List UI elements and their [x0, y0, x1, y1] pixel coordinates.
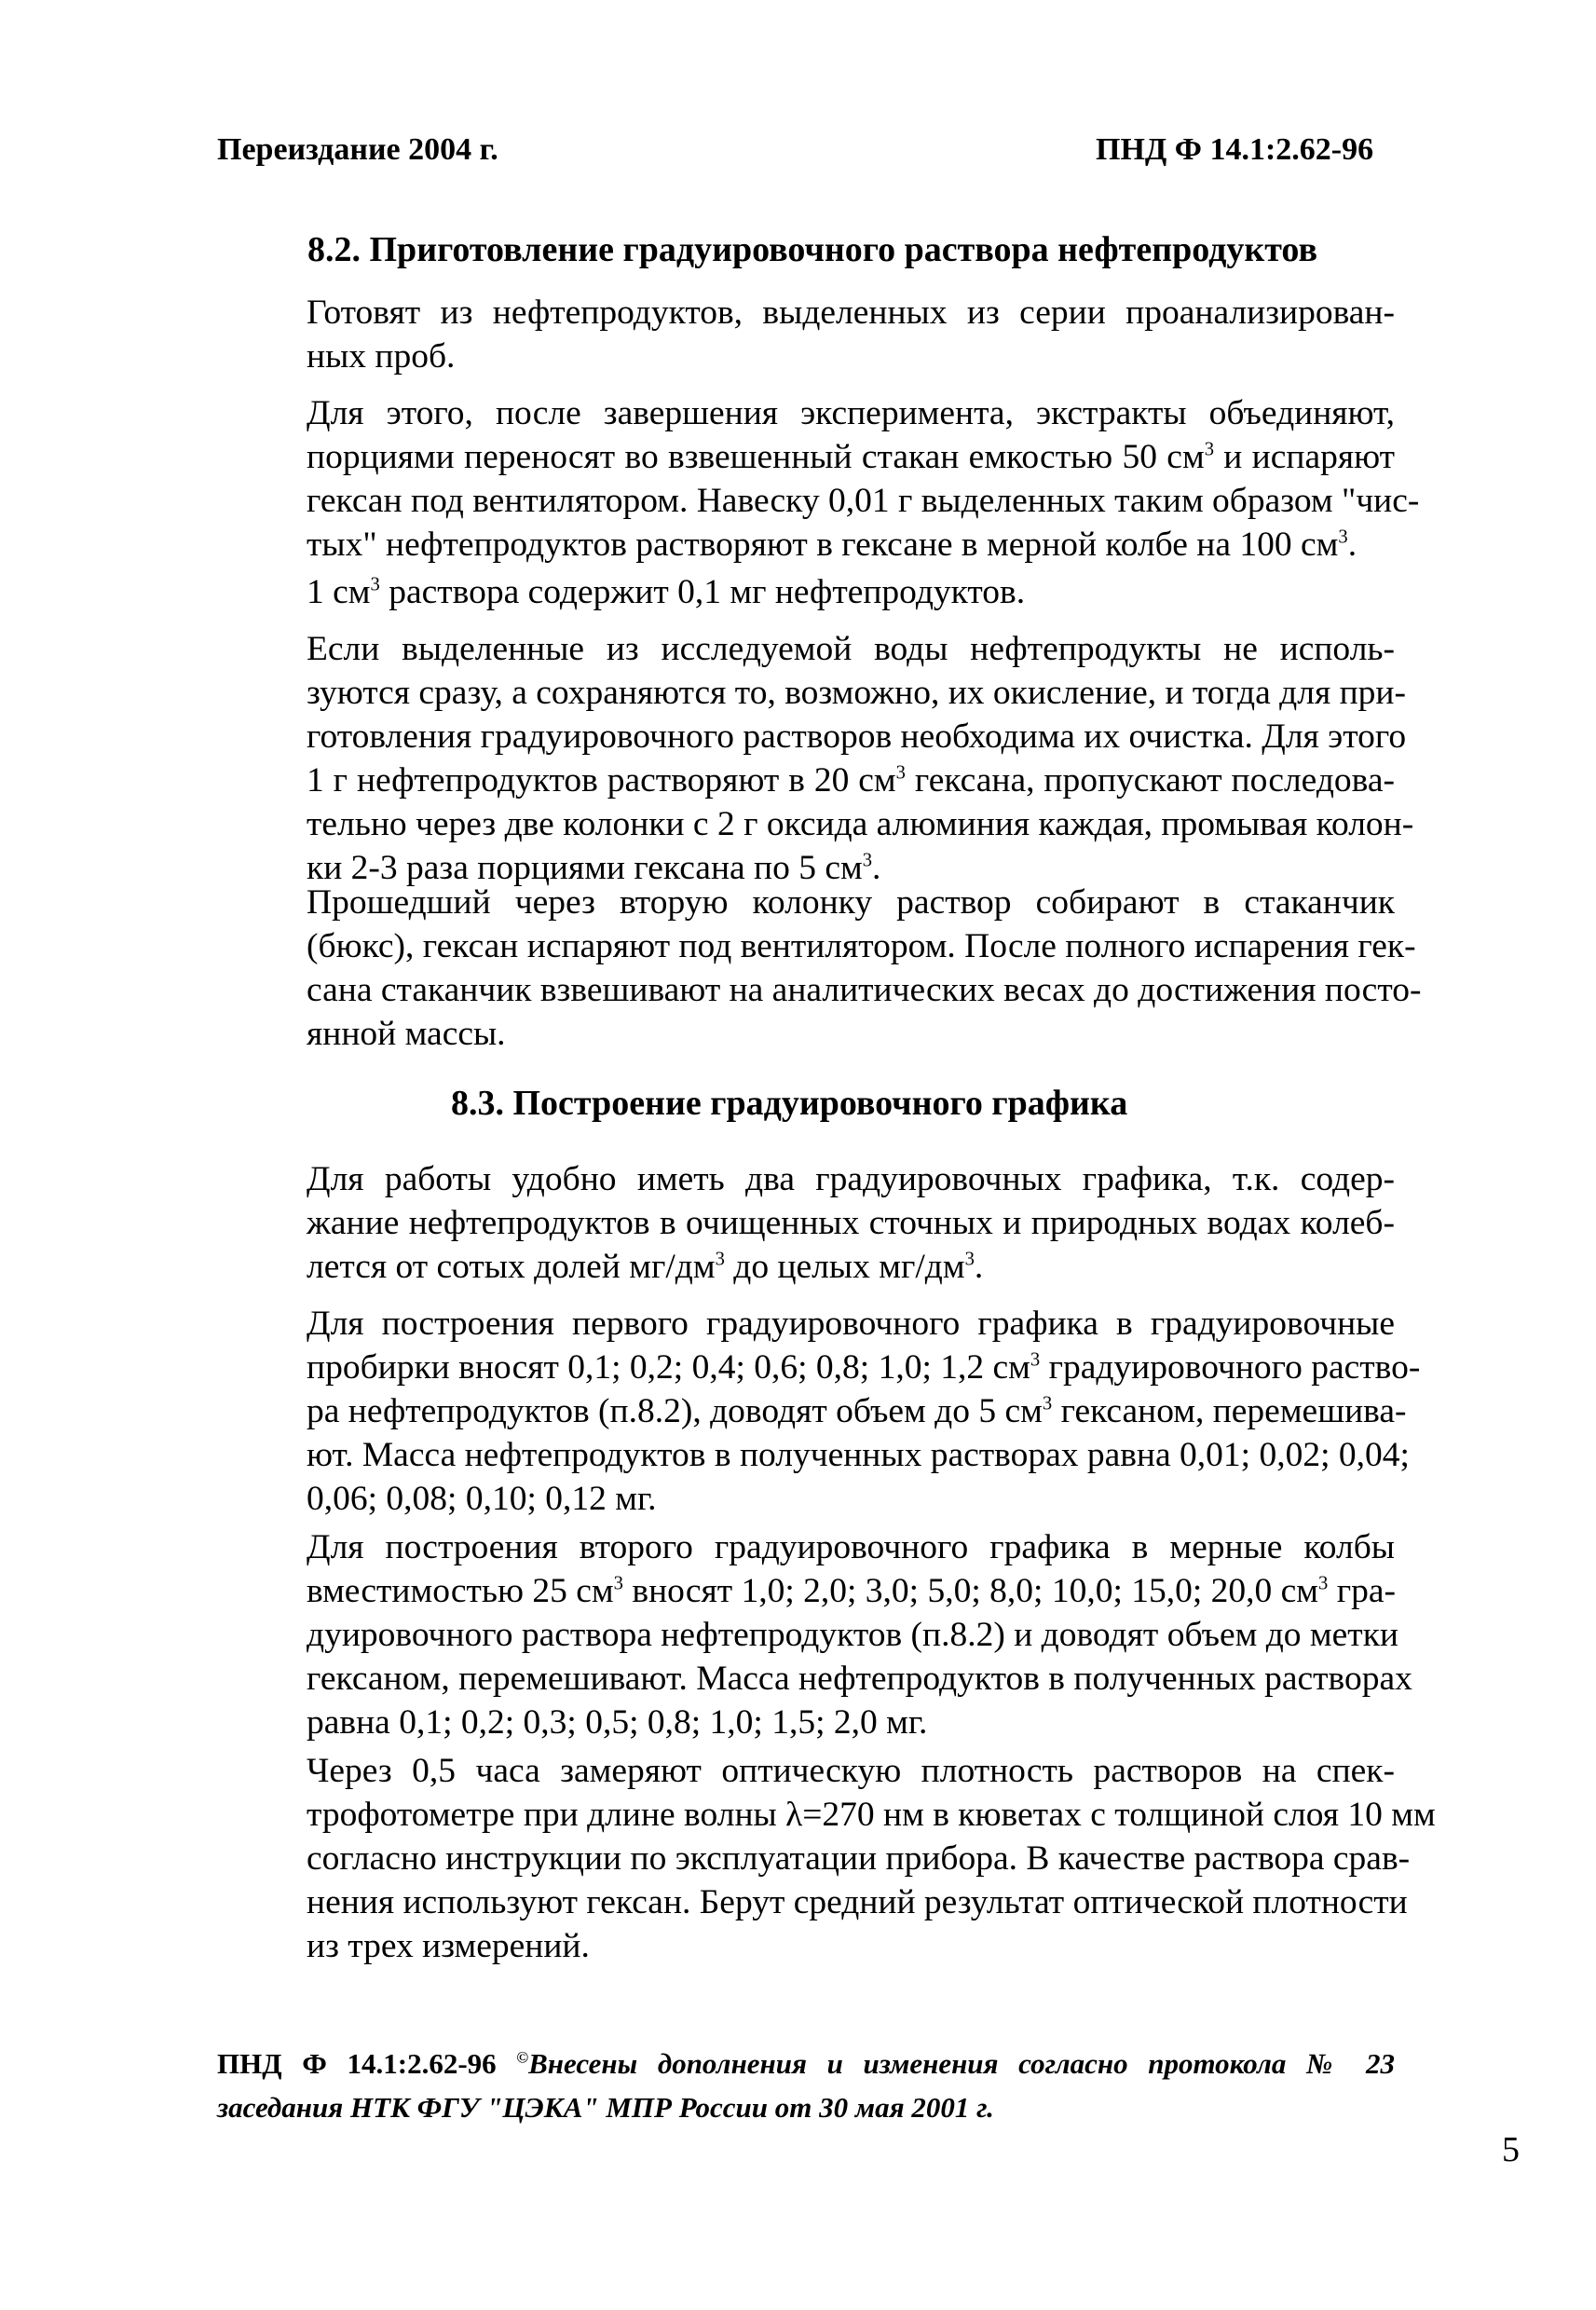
- section-8-2-paragraph-5: [217, 881, 1422, 1056]
- paragraph-line: Прошедший через вторую колонку раствор собирают в стаканчик: [307, 883, 1395, 922]
- paragraph-line: 1 $см^3$ раствора содержит 0,1 мг нефтепродуктов.: [307, 573, 1026, 611]
- footer-line: [217, 2042, 1395, 2085]
- paragraph-line: ют. Масса нефтепродуктов в полученных растворах равна 0,01; 0,02; 0,04;: [307, 1436, 1410, 1474]
- footer-doc-code: ПНД Ф 14.1:2.62-96: [217, 2047, 497, 2080]
- paragraph-line: жание нефтепродуктов в очищенных сточных и природных водах колеб-: [307, 1204, 1395, 1242]
- section-8-2-paragraph-1: [217, 291, 1395, 378]
- paragraph-line: порциями переносят во взвешенный стакан емкостью 50 $см^3$ и испаряют: [307, 438, 1396, 476]
- paragraph-line: вместимостью 25 $см^3$ вносят 1,0; 2,0; 3,0; 5,0; 8,0; 10,0; 15,0; 20,0 $см^3$ гра-: [307, 1572, 1396, 1610]
- paragraph-line: 0,06; 0,08; 0,10; 0,12 мг.: [307, 1480, 657, 1518]
- paragraph-line: согласно инструкции по эксплуатации прибора. В качестве раствора срав-: [307, 1839, 1411, 1878]
- paragraph-line: гексан под вентилятором. Навеску 0,01 г выделенных таким образом "чис-: [307, 482, 1420, 520]
- reissue-header: Переиздание 2004 г.: [217, 132, 498, 167]
- section-8-3-paragraph-3: [217, 1525, 1412, 1744]
- paragraph-line: нения используют гексан. Берут средний результат оптической плотности: [307, 1883, 1408, 1921]
- paragraph-line: тых" нефтепродуктов растворяют в гексане в мерной колбе на 100 $см^3$.: [307, 526, 1357, 564]
- paragraph-line: равна 0,1; 0,2; 0,3; 0,5; 0,8; 1,0; 1,5; 2,0 мг.: [307, 1703, 928, 1742]
- paragraph-line: зуются сразу, а сохраняются то, возможно, их окисление, и тогда для при-: [307, 674, 1406, 712]
- section-8-3-paragraph-2: [217, 1302, 1421, 1521]
- footer-amendment-note: Внесены дополнения и изменения согласно протокола № 23: [528, 2047, 1395, 2080]
- paragraph-line: лется от сотых долей $мг/дм^3$ до целых $мг/дм^3$.: [307, 1248, 984, 1286]
- paragraph-line: тельно через две колонки с 2 г оксида алюминия каждая, промывая колон-: [307, 805, 1414, 843]
- section-8-3-title: 8.3. Построение градуировочного графика: [451, 1084, 1128, 1123]
- section-8-2-title: 8.2. Приготовление градуировочного раствора нефтепродуктов: [307, 230, 1317, 269]
- paragraph-line: сана стаканчик взвешивают на аналитических весах до достижения посто-: [307, 971, 1422, 1009]
- paragraph-line: Для этого, после завершения эксперимента, экстракты объединяют,: [307, 394, 1395, 432]
- paragraph-line: трофотометре при длине волны λ=270 нм в кюветах с толщиной слоя 10 мм: [307, 1796, 1436, 1834]
- footer-line: [217, 2085, 1395, 2129]
- section-8-3-paragraph-4: [217, 1749, 1436, 1968]
- paragraph-line: Если выделенные из исследуемой воды нефтепродукты не исполь-: [307, 630, 1395, 668]
- paragraph-line: ра нефтепродуктов (п.8.2), доводят объем до 5 $см^3$ гексаном, перемешива-: [307, 1392, 1407, 1430]
- section-8-2-paragraph-4: [217, 627, 1414, 890]
- paragraph-line: ки 2-3 раза порциями гексана по 5 $см^3$.: [307, 849, 881, 887]
- paragraph-line: Для построения первого градуировочного графика в градуировочные: [307, 1305, 1395, 1343]
- paragraph-line: ных проб.: [307, 337, 456, 376]
- paragraph-line: Через 0,5 часа замеряют оптическую плотность растворов на спек-: [307, 1752, 1395, 1790]
- paragraph-line: (бюкс), гексан испаряют под вентилятором. После полного испарения гек-: [307, 927, 1416, 965]
- paragraph-line: готовления градуировочного растворов необходима их очистка. Для этого: [307, 718, 1407, 756]
- page-number: 5: [1502, 2130, 1520, 2169]
- paragraph-line: Для работы удобно иметь два градуировочных графика, т.к. содер-: [307, 1160, 1395, 1198]
- document-code-header: ПНД Ф 14.1:2.62-96: [1096, 132, 1374, 167]
- paragraph-line: дуировочного раствора нефтепродуктов (п.8.2) и доводят объем до метки: [307, 1616, 1398, 1654]
- section-8-2-paragraph-2: [217, 391, 1420, 567]
- paragraph-line: гексаном, перемешивают. Масса нефтепродуктов в полученных растворах: [307, 1660, 1412, 1698]
- paragraph-line: 1 г нефтепродуктов растворяют в 20 $см^3$ гексана, пропускают последова-: [307, 761, 1395, 800]
- copyright-mark: ©: [516, 2048, 529, 2067]
- footer-note: [217, 2042, 1395, 2129]
- paragraph-line: янной массы.: [307, 1015, 506, 1053]
- section-8-2-paragraph-3: [217, 570, 1395, 614]
- footer-amendment-note-cont: заседания НТК ФГУ "ЦЭКА" МПР России от 30 мая 2001 г.: [217, 2091, 994, 2124]
- paragraph-line: пробирки вносят 0,1; 0,2; 0,4; 0,6; 0,8; 1,0; 1,2 $см^3$ градуировочного раство-: [307, 1348, 1421, 1387]
- paragraph-line: Для построения второго градуировочного графика в мерные колбы: [307, 1528, 1395, 1566]
- paragraph-line: Готовят из нефтепродуктов, выделенных из серии проанализирован-: [307, 294, 1395, 332]
- section-8-3-paragraph-1: [217, 1157, 1395, 1289]
- paragraph-line: из трех измерений.: [307, 1927, 590, 1965]
